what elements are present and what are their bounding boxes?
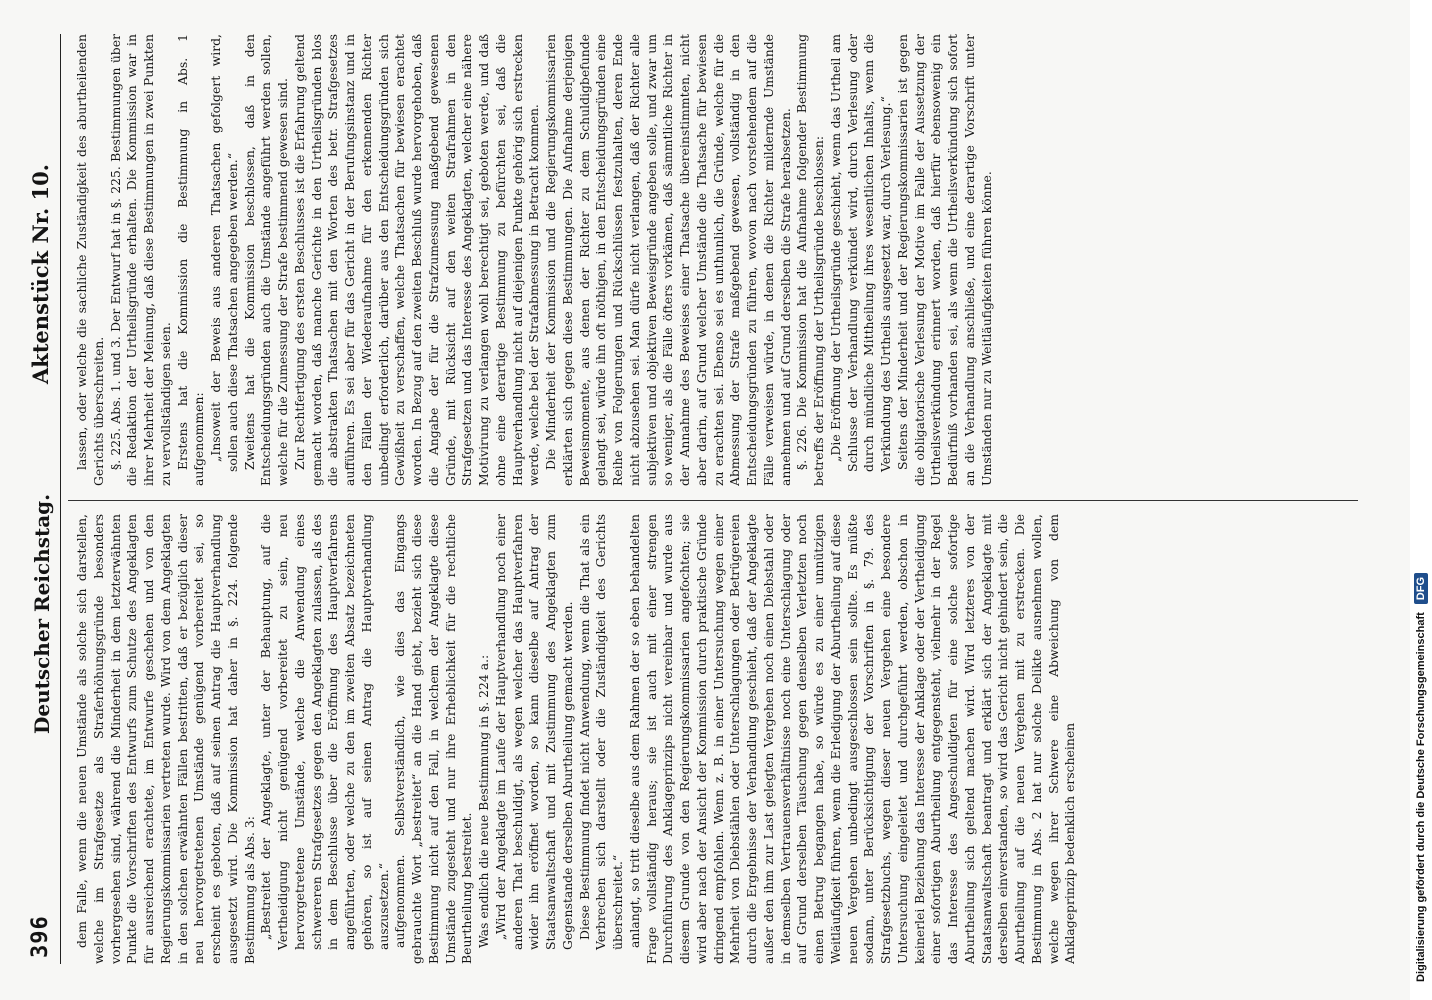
column-left [74,514,1364,964]
paragraph: §. 226. Die Kommission hat die Aufnahme folgender Bestimmung betreffs der Eröffnung der Urtheilsgründe beschlossen: [794,34,826,486]
paragraph: Erstens hat die Kommission die Bestimmung in Abs. 1 aufgenommen: [174,34,207,486]
digitization-credit [1410,0,1432,1000]
paragraph: §. 225. Abs. 1. und 3. Der Entwurf hat in §. 225. Bestimmungen über die Redaktion der Urtheilsgründe erhalten. Die Kommission war in ihrer Mehrheit der Meinung, daß diese Bestimmungen in zwei Punkten zu vervollständigen seien. [107,34,173,486]
paragraph: Was endlich die neue Bestimmung in §. 224 a.: [476,654,491,948]
paragraph: Seitens der Minderheit und der Regierungskommissarien ist gegen die obligatorische Verlesung der Motive im Falle der Aussetzung der Urtheilsverkündung erinnert worden, daß hierfür ebensowenig ein Bedürfniß vorhanden sei, als wenn die Urtheilsverkündung sich sofort an die Verhandlung anschließe, und eine derartige Vorschrift unter Umständen nur zu Weitläufigkeiten führen könne. [894,34,994,486]
paragraph: aufgenommen. Selbstverständlich, wie dies das Eingangs gebrauchte Wort „bestreitet“ an die Hand giebt, bezieht sich diese Bestimmung nicht auf den Fall, in welchem der Angeklagte diese Umstände zugesteht und nur ihre Erheblichkeit für die rechtliche Beurtheilung bestreitet. [392,514,475,964]
paragraph: Die Minderheit der Kommission und die Regierungskommissarien erklärten sich gegen diese Bestimmungen. Die Aufnahme derjenigen Beweismomente, aus denen der Richter zu dem Schuldigbefunde gelangt sei, würde ihn oft nöthigen, in den Entscheidungsgründen eine Reihe von Folgerungen und Rückschlüssen festzuhalten, deren Ende nicht abzusehen sei. Man dürfe nicht verlangen, daß der Richter alle subjektiven und objektiven Beweisgründe angeben solle, und zwar um so weniger, als die Fälle öfters vorkämen, daß sämmtliche Richter in der Annahme des Beweises einer Thatsache übereinstimmten, nicht aber darin, auf Grund welcher Umstände die Thatsache für bewiesen zu erachten sei. Ebenso sei es unthunlich, die Gründe, welche für die Abmessung der Strafe maßgebend gewesen, vollständig in den Entscheidungsgründen zu führen, wovon nach vorstehendem auf die Fälle verweisen würde, in denen die Richter mildernde Umstände annehmen und auf Grund derselben die Strafe herabsetzen. [543,34,793,486]
paragraph: Zweitens hat die Kommission beschlossen, daß in den Entscheidungsgründen auch die Umstände angeführt werden sollen, welche für die Zumessung der Strafe bestimmend gewesen sind. [241,34,290,486]
quoted-provision: Diese Bestimmung findet nicht Anwendung, wenn die That als ein Verbrechen sich darstellt oder die Zuständigkeit des Gerichts überschreitet.“ [576,514,625,950]
paragraph: dem Falle, wenn die neuen Umstände als solche sich darstellen, welche im Strafgesetze als Straferhöhungsgründe besonders vorhergesehen sind, während die Minderheit in dem letzterwähnten Punkte die Vorschriften des Entwurfs zum Schutze des Angeklagten für ausreichend erachtete, im Entwurfe geschehen und von den Regierungskommissarien vertreten wurde. Wird von dem Angeklagten in den solchen erwähnten Fällen bestritten, daß er bezüglich dieser neu hervorgetretenen Umstände genügend vorbereitet sei, so erscheint es geboten, daß auf seinen Antrag die Hauptverhandlung ausgesetzt wird. Die Kommission hat daher in §. 224. folgende Bestimmung als Abs. 3: [74,514,257,964]
running-title: Deutscher Reichstag. [30,493,54,734]
quoted-provision: „Insoweit der Beweis aus anderen Thatsachen gefolgert wird, sollen auch diese Thatsachen angegeben werden.“ [208,34,240,472]
quoted-provision: „Bestreitet der Angeklagte, unter der Behauptung, auf die Vertheidigung nicht genügend vorbereitet zu sein, neu hervorgetretene Umstände, welche die Anwendung eines schwereren Strafgesetzes gegen den Angeklagten zulassen, als des in dem Beschlusse über die Eröffnung des Hauptverfahrens angeführten, oder welche zu den im zweiten Absatz bezeichneten gehören, so ist auf seinen Antrag die Hauptverhandlung auszusetzen.“ [258,514,391,950]
digitization-credit-text: Digitalisierung gefördert durch die Deutsche Forschungsgemeinschaft [1415,612,1427,982]
quoted-provision: „Wird der Angeklagte im Laufe der Hauptverhandlung noch einer anderen That beschuldigt, als wegen welcher das Hauptverfahren wider ihn eröffnet worden, so kann dieselbe auf Antrag der Staatsanwaltschaft und mit Zustimmung des Angeklagten zum Gegenstande derselben Aburtheilung gemacht werden. [492,514,575,950]
quoted-provision: „Die Eröffnung der Urtheilsgründe geschieht, wenn das Urtheil am Schlusse der Verhandlung verkündet wird, durch Verlesung oder durch mündliche Mittheilung ihres wesentlichen Inhalts, wenn die Verkündung des Urtheils ausgesetzt war, durch Verlesung.“ [827,34,893,472]
paragraph: lassen, oder welche die sachliche Zuständigkeit des aburtheilenden Gerichts überschreiten. [74,34,106,486]
paragraph: anlangt, so tritt dieselbe aus dem Rahmen der so eben behandelten Frage vollständig heraus; sie ist auch mit einer strengen Durchführung des Anklageprinzips nicht vereinbar und wurde aus diesem Grunde von den Regierungskommissarien angefochten; sie wird aber nach der Ansicht der Kommission durch praktische Gründe dringend empfohlen. Wenn z. B. in einer Untersuchung wegen einer Mehrheit von Diebstählen oder Unterschlagungen oder Betrügereien durch die Ergebnisse der Verhandlung geschieht, daß der Angeklagte außer den ihm zur Last gelegten Vergehen noch einen Diebstahl oder in demselben Vertrauensverhältnisse noch eine Unterschlagung oder auf Grund derselben Täuschung gegen denselben Verletzten noch einen Betrug begangen habe, so würde es zu einer unnützigen Weitläufigkeit führen, wenn die Erledigung der Aburtheilung auf diese neuen Vergehen unbedingt ausgeschlossen sein sollte. Es müßte sodann, unter Berücksichtigung der Vorschriften in §. 79. des Strafgesetzbuchs, wegen dieser neuen Vergehen eine besondere Untersuchung eingeleitet und durchgeführt werden, obschon in keinerlei Beziehung das Interesse der Anklage oder der Vertheidigung einer sofortigen Aburtheilung entgegensteht, vielmehr in der Regel das Interesse des Angeschuldigten für eine solche sofortige Aburtheilung sich geltend machen wird. Wird letzteres von der Staatsanwaltschaft beantragt und erklärt sich der Angeklagte mit derselben einverstanden, so wird das Gericht nicht gehindert sein, die Aburtheilung auf die neuen Vergehen mit zu erstrecken. Die Bestimmung in Abs. 2 hat nur solche Delikte ausnehmen wollen, welche wegen ihrer Schwere eine Abweichung von dem Anklageprinzip bedenklich erscheinen [626,514,1078,964]
column-right [74,34,1364,486]
paragraph: Zur Rechtfertigung des ersten Beschlusses ist die Erfahrung geltend gemacht worden, daß manche Gerichte in den Urtheilsgründen blos die abstrakten Thatsachen mit den Worten des betr. Strafgesetzes aufführen. Es sei aber für das Gericht in der Berufungsinstanz und in den Fällen der Wiederaufnahme für den erkennenden Richter unbedingt erforderlich, darüber aus den Entscheidungsgründen sich Gewißheit zu verschaffen, welche Thatsachen für bewiesen erachtet worden. In Bezug auf den zweiten Beschluß wurde hervorgehoben, daß die Angabe der für die Strafzumessung maßgebend gewesenen Gründe, mit Rücksicht auf den weiten Strafrahmen in den Strafgesetzen und das Interesse des Angeklagten, welcher eine nähere Motivirung zu verlangen wohl berechtigt sei, geboten werde, und daß ohne eine derartige Bestimmung zu befürchten sei, daß die Hauptverhandlung nicht auf diejenigen Punkte gehörig sich erstrecken werde, welche bei der Strafabmessung in Betracht kommen. [291,34,542,486]
column-divider [68,500,1358,501]
digitization-credit-strip [1410,0,1432,1000]
dfg-logo-icon: DFG [1414,573,1428,604]
section-label: Aktenstück Nr. 10. [28,164,53,385]
page-header [26,34,61,964]
page-number: 396 [28,915,53,958]
text-columns [74,34,1364,964]
